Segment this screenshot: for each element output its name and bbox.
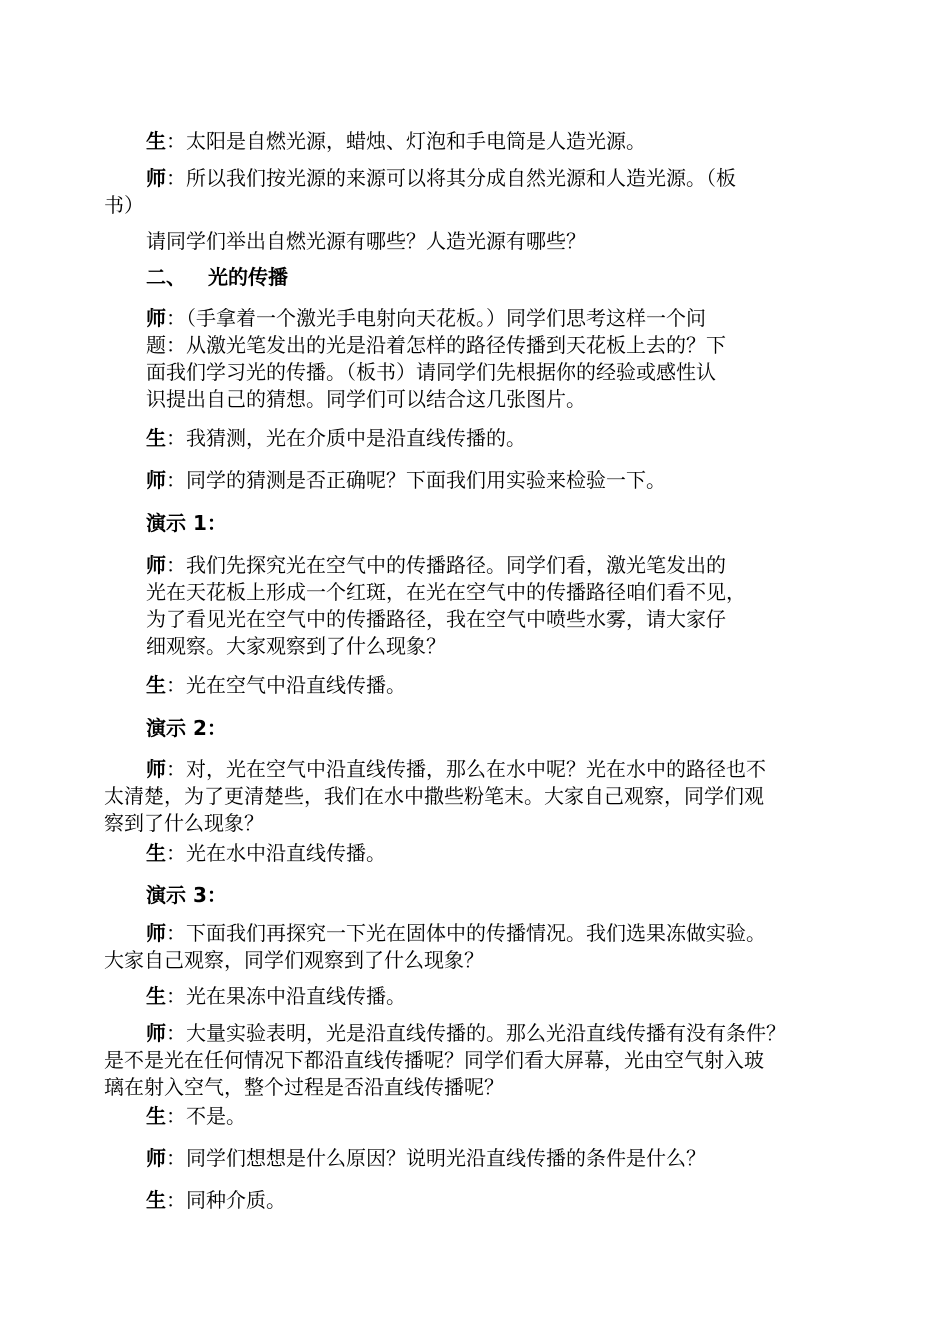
paragraph-text: ：（手拿着一个激光手电射向天花板。）同学们思考这样一个问 [166,306,706,330]
speaker-label: 生 [146,1188,166,1212]
demo-label-2: 演示 2： [146,716,227,740]
speaker-label: 生 [146,129,166,153]
paragraph-text: 请同学们举出自燃光源有哪些？人造光源有哪些？ [146,229,586,253]
paragraph-11 [104,756,766,837]
paragraph-5 [146,425,526,452]
paragraph-text: 面我们学习光的传播。（板书）请同学们先根据你的经验或感性认 [146,360,716,384]
paragraph-17 [146,1103,246,1130]
speaker-label: 师 [146,553,166,577]
speaker-label: 师 [146,757,166,781]
paragraph-text: ：所以我们按光源的来源可以将其分成自然光源和人造光源。（板 [166,166,736,190]
paragraph-text: ：光在空气中沿直线传播。 [166,673,406,697]
paragraph-text: 大家自己观察，同学们观察到了什么现象？ [104,948,484,972]
paragraph-14 [104,920,766,974]
paragraph-15 [146,983,406,1010]
paragraph-text: ：太阳是自燃光源，蜡烛、灯泡和手电筒是人造光源。 [166,129,646,153]
paragraph-text: ：下面我们再探究一下光在固体中的传播情况。我们选果冻做实验。 [166,921,766,945]
paragraph-text: 题：从激光笔发出的光是沿着怎样的路径传播到天花板上去的？下 [146,333,726,357]
paragraph-text: 光在天花板上形成一个红斑，在光在空气中的传播路径咱们看不见， [146,580,746,604]
speaker-label: 师 [146,1021,166,1045]
paragraph-text: 璃在射入空气，整个过程是否沿直线传播呢？ [104,1075,504,1099]
paragraph-text: ：对，光在空气中沿直线传播，那么在水中呢？光在水中的路径也不 [166,757,766,781]
paragraph-text: ：光在果冻中沿直线传播。 [166,984,406,1008]
paragraph-18 [146,1145,706,1172]
paragraph-0 [146,128,646,155]
paragraph-text: ：大量实验表明，光是沿直线传播的。那么光沿直线传播有没有条件？ [166,1021,786,1045]
paragraph-text: 识提出自己的猜想。同学们可以结合这几张图片。 [146,387,586,411]
paragraph-text: 察到了什么现象？ [104,811,264,835]
paragraph-6 [146,467,666,494]
speaker-label: 生 [146,984,166,1008]
section-heading [146,264,288,291]
paragraph-text: ：不是。 [166,1104,246,1128]
paragraph-text: ：我们先探究光在空气中的传播路径。同学们看，激光笔发出的 [166,553,726,577]
paragraph-text: ：光在水中沿直线传播。 [166,841,386,865]
paragraph-text: ：我猜测，光在介质中是沿直线传播的。 [166,426,526,450]
speaker-label: 师 [146,1146,166,1170]
speaker-label: 师 [146,306,166,330]
speaker-label: 师 [146,166,166,190]
speaker-label: 师 [146,468,166,492]
heading-number: 二、 [146,265,186,289]
speaker-label: 生 [146,841,166,865]
paragraph-2 [146,228,586,255]
speaker-label: 生 [146,426,166,450]
paragraph-text: 书） [104,193,144,217]
speaker-label: 生 [146,1104,166,1128]
paragraph-1 [104,165,736,219]
paragraph-8 [146,552,746,660]
paragraph-text: 为了看见光在空气中的传播路径，我在空气中喷些水雾，请大家仔 [146,607,726,631]
paragraph-text: ：同种介质。 [166,1188,286,1212]
paragraph-12 [146,840,386,867]
speaker-label: 师 [146,921,166,945]
paragraph-text: 太清楚，为了更清楚些，我们在水中撒些粉笔末。大家自己观察，同学们观 [104,784,764,808]
demo-label-3: 演示 3： [146,883,227,907]
demo-label-1: 演示 1： [146,511,227,535]
paragraph-4 [146,305,726,413]
paragraph-9 [146,672,406,699]
paragraph-16 [104,1020,786,1101]
paragraph-19 [146,1187,286,1214]
speaker-label: 生 [146,673,166,697]
paragraph-text: ：同学的猜测是否正确呢？下面我们用实验来检验一下。 [166,468,666,492]
paragraph-text: ：同学们想想是什么原因？说明光沿直线传播的条件是什么？ [166,1146,706,1170]
paragraph-text: 是不是光在任何情况下都沿直线传播呢？同学们看大屏幕，光由空气射入玻 [104,1048,764,1072]
paragraph-text: 细观察。大家观察到了什么现象？ [146,634,446,658]
heading-title: 光的传播 [208,265,288,289]
